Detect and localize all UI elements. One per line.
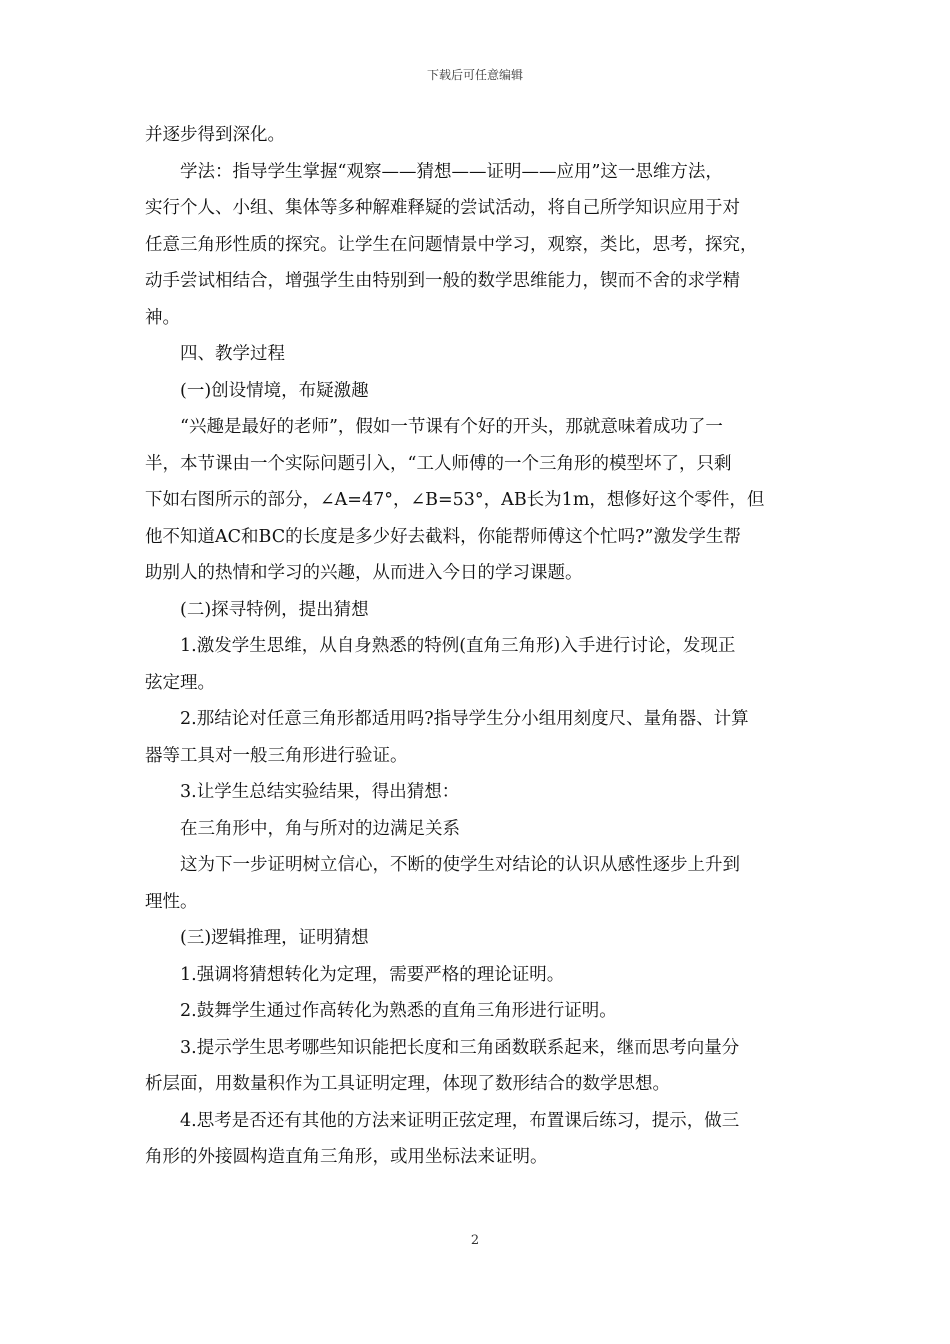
paragraph-line: (一)创设情境，布疑激趣 (180, 380, 369, 401)
paragraph (145, 920, 810, 957)
paragraph-line: 在三角形中，角与所对的边满足关系 (180, 818, 460, 839)
paragraph-line: 学法：指导学生掌握“观察——猜想——证明——应用”这一思维方法， (180, 161, 723, 182)
paragraph (145, 373, 810, 410)
paragraph (145, 336, 810, 373)
paragraph-line: 析层面，用数量积作为工具证明定理，体现了数形结合的数学思想。 (145, 1074, 670, 1094)
paragraph-line: 他不知道AC和BC的长度是多少好去截料，你能帮师傅这个忙吗?”激发学生帮 (145, 526, 741, 547)
paragraph (145, 117, 810, 154)
paragraph-line: 这为下一步证明树立信心，不断的使学生对结论的认识从感性逐步上升到 (180, 855, 740, 875)
paragraph-line: 4.思考是否还有其他的方法来证明正弦定理，布置课后练习，提示，做三 (180, 1110, 740, 1131)
paragraph (145, 628, 810, 701)
paragraph (145, 847, 810, 920)
paragraph (145, 1030, 810, 1103)
paragraph (145, 993, 810, 1030)
paragraph-line: 角形的外接圆构造直角三角形，或用坐标法来证明。 (145, 1147, 548, 1167)
paragraph-line: 助别人的热情和学习的兴趣，从而进入今日的学习课题。 (145, 563, 583, 583)
paragraph-line: 2.那结论对任意三角形都适用吗?指导学生分小组用刻度尺、量角器、计算 (180, 709, 749, 729)
paragraph-line: 下如右图所示的部分，∠A=47°，∠B=53°，AB长为1m，想修好这个零件，但 (145, 490, 765, 510)
paragraph-line: “兴趣是最好的老师”，假如一节课有个好的开头，那就意味着成功了一 (180, 417, 723, 437)
paragraph-line: 2.鼓舞学生通过作高转化为熟悉的直角三角形进行证明。 (180, 1001, 617, 1021)
paragraph-line: 1.强调将猜想转化为定理，需要严格的理论证明。 (180, 964, 565, 985)
paragraph-line: 器等工具对一般三角形进行验证。 (145, 745, 408, 766)
paragraph-line: (二)探寻特例，提出猜想 (180, 599, 369, 620)
paragraph (145, 811, 810, 848)
paragraph-line: (三)逻辑推理，证明猜想 (180, 928, 369, 948)
paragraph-line: 任意三角形性质的探究。让学生在问题情景中学习，观察，类比，思考，探究， (145, 234, 758, 255)
paragraph-line: 动手尝试相结合，增强学生由特别到一般的数学思维能力，锲而不舍的求学精 (145, 271, 740, 291)
paragraph-line: 理性。 (145, 891, 198, 912)
paragraph-line: 神。 (145, 307, 180, 328)
paragraph (145, 1103, 810, 1176)
paragraph-line: 半，本节课由一个实际问题引入，“工人师傅的一个三角形的模型坏了，只剩 (145, 453, 732, 474)
document-body (145, 117, 810, 1176)
paragraph (145, 957, 810, 994)
paragraph (145, 774, 810, 811)
page-header: 下载后可任意编辑 (426, 68, 523, 82)
paragraph-line: 3.让学生总结实验结果，得出猜想： (180, 782, 460, 802)
paragraph (145, 154, 810, 337)
paragraph (145, 592, 810, 629)
paragraph-line: 并逐步得到深化。 (145, 125, 285, 145)
paragraph-line: 3.提示学生思考哪些知识能把长度和三角函数联系起来，继而思考向量分 (180, 1037, 740, 1058)
page-number: 2 (470, 1233, 480, 1248)
paragraph-line: 四、教学过程 (180, 344, 285, 364)
paragraph (145, 409, 810, 592)
paragraph (145, 701, 810, 774)
paragraph-line: 弦定理。 (145, 672, 215, 693)
paragraph-line: 1.激发学生思维，从自身熟悉的特例(直角三角形)入手进行讨论，发现正 (180, 636, 736, 656)
paragraph-line: 实行个人、小组、集体等多种解难释疑的尝试活动，将自己所学知识应用于对 (145, 198, 740, 218)
